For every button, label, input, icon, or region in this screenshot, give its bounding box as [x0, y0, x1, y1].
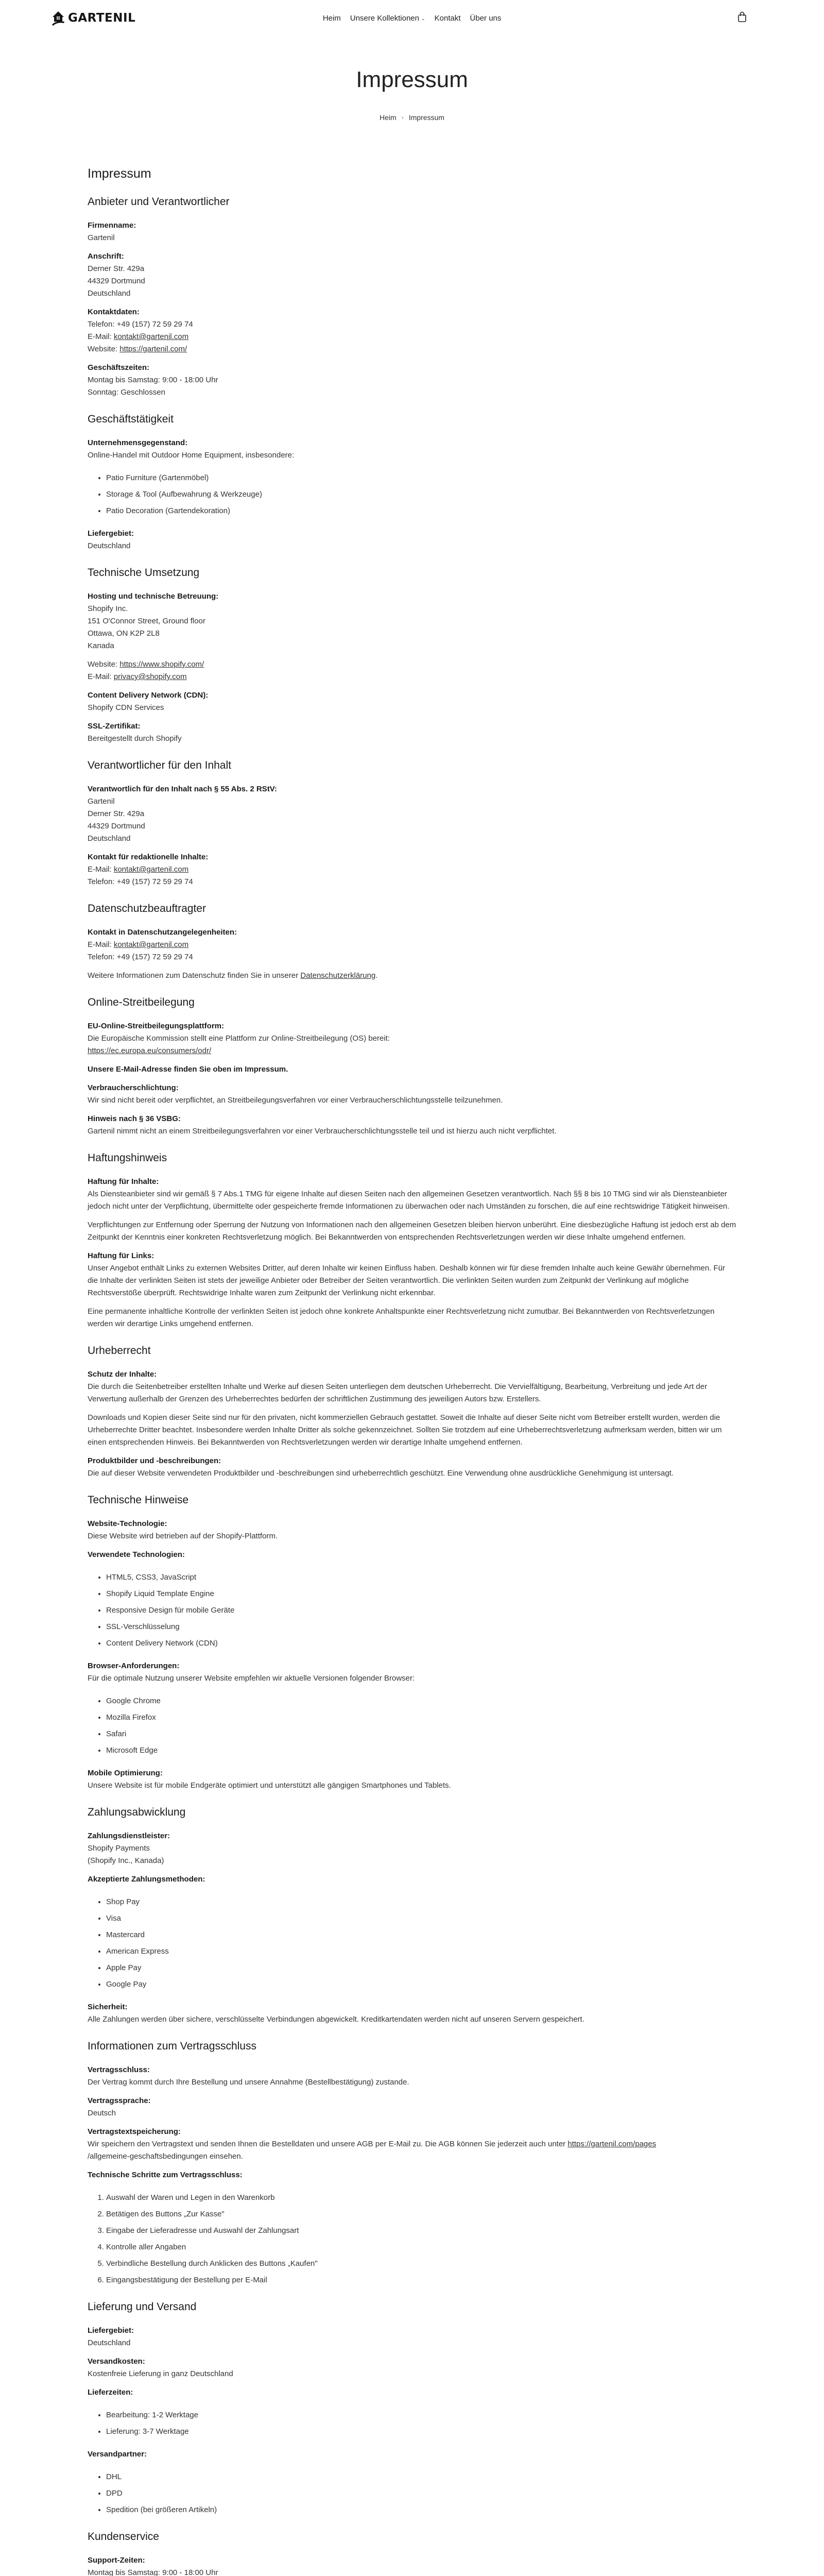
list-item: 3. Eingabe der Lieferadresse und Auswahl der Zahlungsart: [106, 2225, 736, 2237]
haftung-links-block: [88, 1250, 736, 1299]
nav-label: Kontakt: [434, 13, 461, 23]
chevron-down-icon: ⌄: [421, 15, 425, 21]
paragraph: Die auf dieser Website verwendeten Produktbilder und -beschreibungen sind urheberrechtlich geschützt. Eine Verwendung ohne ausdrückliche Genehmigung ist untersagt.: [88, 1469, 674, 1478]
field-label: Unternehmensgegenstand:: [88, 438, 188, 447]
list-item: • Bearbeitung: 1-2 Werktage: [106, 2409, 736, 2421]
text: /allgemeine-geschaftsbedingungen einsehen.: [88, 2152, 243, 2161]
field-label: Mobile Optimierung:: [88, 1769, 163, 1777]
list-item: • Shopify Liquid Template Engine: [106, 1588, 736, 1600]
odr-link[interactable]: https://ec.europa.eu/consumers/odr/: [88, 1046, 212, 1055]
field-label: Lieferzeiten:: [88, 2388, 133, 2397]
list-item: • SSL-Verschlüsselung: [106, 1621, 736, 1633]
paragraph: Verpflichtungen zur Entfernung oder Sperrung der Nutzung von Informationen nach den allgemeinen Gesetzen bleiben hiervon unberührt. Eine diesbezügliche Haftung ist jedoch erst ab dem Zeitpunkt der Kenntnis einer konkreten Rechtsverletzung möglich. Bei Bekanntwerden von entsprechenden Rechtsverletzungen werden wir diese Inhalte umgehend entfernen.: [88, 1221, 736, 1242]
section-heading-lieferung: Lieferung und Versand: [88, 2301, 197, 2313]
shopify-website-link[interactable]: https://www.shopify.com/: [119, 660, 204, 669]
cdn-block: [88, 689, 736, 714]
verantwortlich-block: [88, 783, 736, 845]
field-value: Shopify CDN Services: [88, 703, 164, 712]
content-title: Impressum: [88, 166, 151, 181]
field-label: Liefergebiet:: [88, 529, 134, 538]
gegenstand-block: [88, 437, 736, 462]
field-value: Wir sind nicht bereit oder verpflichtet, an Streitbeilegungsverfahren vor einer Verbraucherschlichtungsstelle teilzunehmen.: [88, 1096, 503, 1105]
tech-list: [106, 1571, 736, 1650]
field-value: Deutschland: [88, 541, 131, 550]
geschaeftszeiten-block: [88, 362, 736, 399]
section-heading-haftung: Haftungshinweis: [88, 1152, 167, 1164]
kontakt-block: [88, 306, 736, 355]
hosting-contact-block: [88, 658, 736, 683]
methods-label: [88, 1873, 736, 1886]
agb-link[interactable]: https://gartenil.com/pages: [568, 2140, 656, 2148]
site-header: [0, 0, 824, 36]
address-line: 151 O'Connor Street, Ground floor: [88, 617, 205, 625]
chevron-right-icon: ›: [401, 114, 404, 121]
section-heading-taetigkeit: Geschäftstätigkeit: [88, 413, 174, 425]
list-item: • American Express: [106, 1945, 736, 1958]
shopping-bag-icon: [737, 11, 747, 23]
field-value: Die Europäische Kommission stellt eine Plattform zur Online-Streitbeilegung (OS) bereit:: [88, 1034, 390, 1043]
cart-button[interactable]: [737, 11, 747, 25]
phone-text: Telefon: +49 (157) 72 59 29 74: [88, 320, 193, 329]
field-value: Der Vertrag kommt durch Ihre Bestellung und unsere Annahme (Bestellbestätigung) zustande.: [88, 2078, 409, 2087]
category-list: [106, 472, 736, 517]
section-heading-anbieter: Anbieter und Verantwortlicher: [88, 196, 230, 208]
field-label: Verantwortlich für den Inhalt nach § 55 Abs. 2 RStV:: [88, 785, 277, 793]
list-item: • Microsoft Edge: [106, 1744, 736, 1757]
text: .: [375, 971, 378, 980]
eu-odr-block: [88, 1020, 736, 1057]
paragraph: Eine permanente inhaltliche Kontrolle der verlinkten Seiten ist jedoch ohne konkrete Anhaltspunkte einer Rechtsverletzung nicht zumutbar. Bei Bekanntwerden von Rechtsverletzungen werden wir derartige Links umgehend entfernen.: [88, 1307, 715, 1328]
field-label: Sicherheit:: [88, 2003, 128, 2011]
section-heading-urheber: Urheberrecht: [88, 1345, 151, 1357]
field-label: EU-Online-Streitbeilegungsplattform:: [88, 1022, 225, 1030]
list-item: • DHL: [106, 2471, 736, 2483]
list-item: • Lieferung: 3-7 Werktage: [106, 2426, 736, 2438]
contract-steps-list: [106, 2192, 736, 2286]
field-label: SSL-Zertifikat:: [88, 722, 141, 731]
lieferzeiten-label: [88, 2386, 736, 2399]
speicher-block: [88, 2126, 736, 2163]
section-heading-hinweise: Technische Hinweise: [88, 1494, 189, 1506]
list-item: • Spedition (bei größeren Artikeln): [106, 2504, 736, 2516]
text: Weitere Informationen zum Datenschutz finden Sie in unserer: [88, 971, 301, 980]
list-item: • Responsive Design für mobile Geräte: [106, 1604, 736, 1617]
logo-text: GARTENIL: [68, 11, 136, 25]
datenschutz-link[interactable]: Datenschutzerklärung: [300, 971, 376, 980]
list-item: • Patio Furniture (Gartenmöbel): [106, 472, 736, 484]
paragraph: Unser Angebot enthält Links zu externen Websites Dritter, auf deren Inhalte wir keinen Einfluss haben. Deshalb können wir für diese fremden Inhalte auch keine Gewähr übernehmen. Für die Inhalte der verlinkten Seiten ist stets der jeweilige Anbieter oder Betreiber der Seiten verantwortlich. Die verlinkten Seiten wurden zum Zeitpunkt der Verlinkung auf mögliche Rechtsverstöße überprüft. Rechtswidrige Inhalte waren zum Zeitpunkt der Verlinkung nicht erkennbar.: [88, 1264, 725, 1297]
support-block: [88, 2554, 736, 2576]
datenschutz-more: [88, 970, 736, 982]
section-heading-inhalt: Verantwortlicher für den Inhalt: [88, 759, 231, 771]
email-link[interactable]: kontakt@gartenil.com: [113, 865, 189, 874]
gebiet-block: [88, 2325, 736, 2349]
section-heading-zahlung: Zahlungsabwicklung: [88, 1806, 186, 1818]
address-line: Shopify Inc.: [88, 604, 128, 613]
datenschutz-block: [88, 926, 736, 963]
field-value: (Shopify Inc., Kanada): [88, 1856, 164, 1865]
list-item: 4. Kontrolle aller Angaben: [106, 2241, 736, 2253]
field-value: Gartenil nimmt nicht an einem Streitbeilegungsverfahren vor einer Verbraucherschlichtungsstelle teil und ist hierzu auch nicht verpflichtet.: [88, 1127, 557, 1136]
nav-label: Über uns: [470, 13, 502, 23]
payment-methods-list: [106, 1896, 736, 1991]
paragraph: Die durch die Seitenbetreiber erstellten Inhalte und Werke auf diesen Seiten unterliegen dem deutschen Urheberrecht. Die Vervielfältigung, Bearbeitung, Verbreitung und jede Art der Verwertung außerhalb der Grenzen des Urheberrechtes bedürfen der schriftlichen Zustimmung des jeweiligen Autors bzw. Erstellers.: [88, 1382, 707, 1403]
field-label: Versandkosten:: [88, 2357, 145, 2366]
field-label: Geschäftszeiten:: [88, 363, 150, 372]
house-logo-icon: [52, 10, 65, 26]
field-value: Bereitgestellt durch Shopify: [88, 734, 182, 743]
field-label: Vertragssprache:: [88, 2096, 151, 2105]
field-value: Alle Zahlungen werden über sichere, verschlüsselte Verbindungen abgewickelt. Kreditkartendaten werden nicht auf unseren Servern gespeichert.: [88, 2015, 585, 2024]
haftung-inhalte-block: [88, 1176, 736, 1213]
list-item: • Storage & Tool (Aufbewahrung & Werkzeuge): [106, 488, 736, 501]
address-line: Deutschland: [88, 289, 131, 298]
list-item: 6. Eingangsbestätigung der Bestellung per E-Mail: [106, 2274, 736, 2286]
address-line: 44329 Dortmund: [88, 277, 145, 285]
steps-label: [88, 2169, 736, 2181]
address-line: Gartenil: [88, 797, 115, 806]
field-label: Vertragstextspeicherung:: [88, 2127, 181, 2136]
phone-text: Telefon: +49 (157) 72 59 29 74: [88, 877, 193, 886]
field-label: Hosting und technische Betreuung:: [88, 592, 219, 601]
field-label: Support-Zeiten:: [88, 2556, 145, 2565]
tech-block: [88, 1518, 736, 1543]
field-value: Deutsch: [88, 2109, 116, 2117]
email-prefix: E-Mail:: [88, 672, 114, 681]
field-label: Content Delivery Network (CDN):: [88, 691, 209, 700]
field-label: Website-Technologie:: [88, 1519, 167, 1528]
section-heading-vertrag: Informationen zum Vertragsschluss: [88, 2040, 256, 2052]
text: Wir speichern den Vertragstext und senden Ihnen die Bestelldaten und unsere AGB per E-Mail zu. Die AGB können Sie jederzeit auch unter: [88, 2140, 568, 2148]
field-label: Firmenname:: [88, 221, 136, 230]
field-label: Kontaktdaten:: [88, 308, 140, 316]
list-item: • Mastercard: [106, 1929, 736, 1941]
nav-item-kollektionen[interactable]: [350, 14, 425, 23]
field-label: Anschrift:: [88, 252, 124, 261]
used-tech-label: [88, 1549, 736, 1561]
address-line: 44329 Dortmund: [88, 822, 145, 831]
website-prefix: Website:: [88, 660, 120, 669]
list-item: • Shop Pay: [106, 1896, 736, 1908]
breadcrumb: [0, 113, 824, 122]
browser-block: [88, 1660, 736, 1685]
partner-label: [88, 2448, 736, 2461]
list-item: 1. Auswahl der Waren und Legen in den Warenkorb: [106, 2192, 736, 2204]
list-item: • Patio Decoration (Gartendekoration): [106, 505, 736, 517]
list-item: • Visa: [106, 1912, 736, 1925]
kosten-block: [88, 2355, 736, 2380]
bilder-block: [88, 1455, 736, 1480]
email-link[interactable]: kontakt@gartenil.com: [113, 940, 189, 949]
email-prefix: E-Mail:: [88, 940, 114, 949]
address-line: Derner Str. 429a: [88, 264, 145, 273]
list-item: • Apple Pay: [106, 1962, 736, 1974]
field-label: Liefergebiet:: [88, 2326, 134, 2335]
field-label: Vertragsschluss:: [88, 2065, 150, 2074]
schluss-block: [88, 2064, 736, 2089]
list-item: • DPD: [106, 2487, 736, 2500]
sprache-block: [88, 2095, 736, 2120]
hosting-block: [88, 590, 736, 652]
firmenname-block: [88, 219, 736, 244]
field-value: Deutschland: [88, 2338, 131, 2347]
list-item: 2. Betätigen des Buttons „Zur Kasse": [106, 2208, 736, 2221]
delivery-times-list: [106, 2409, 736, 2438]
address-line: Ottawa, ON K2P 2L8: [88, 629, 160, 638]
nav-label: Unsere Kollektionen: [350, 13, 419, 23]
field-label: Haftung für Inhalte:: [88, 1177, 159, 1186]
address-line: Derner Str. 429a: [88, 809, 145, 818]
website-prefix: Website:: [88, 345, 120, 353]
verbraucherschlichtung-block: [88, 1082, 736, 1107]
field-label: Kontakt für redaktionelle Inhalte:: [88, 853, 209, 861]
hours-line: Montag bis Samstag: 9:00 - 18:00 Uhr: [88, 2568, 218, 2576]
section-heading-service: Kundenservice: [88, 2531, 159, 2543]
section-heading-technik: Technische Umsetzung: [88, 567, 200, 579]
field-value: Für die optimale Nutzung unserer Website empfehlen wir aktuelle Versionen folgender Browser:: [88, 1674, 415, 1683]
breadcrumb-home[interactable]: Heim: [380, 113, 397, 122]
field-value: Online-Handel mit Outdoor Home Equipment, insbesondere:: [88, 451, 295, 460]
email-link[interactable]: kontakt@gartenil.com: [113, 332, 189, 341]
field-label: Schutz der Inhalte:: [88, 1370, 157, 1379]
address-line: Deutschland: [88, 834, 131, 843]
schutz-block: [88, 1368, 736, 1405]
section-heading-datenschutz: Datenschutzbeauftragter: [88, 903, 206, 914]
nav-label: Heim: [322, 13, 341, 23]
email-prefix: E-Mail:: [88, 865, 114, 874]
field-label: Verbraucherschlichtung:: [88, 1083, 179, 1092]
logo[interactable]: [52, 10, 135, 26]
page-title: Impressum: [356, 67, 468, 92]
phone-text: Telefon: +49 (157) 72 59 29 74: [88, 953, 193, 961]
bold-note: Unsere E-Mail-Adresse finden Sie oben im Impressum.: [88, 1065, 288, 1074]
field-value: Unsere Website ist für mobile Endgeräte optimiert und unterstützt alle gängigen Smartphones und Tablets.: [88, 1781, 451, 1790]
ssl-block: [88, 720, 736, 745]
section-heading-streit: Online-Streitbeilegung: [88, 996, 195, 1008]
list-item: 5. Verbindliche Bestellung durch Anklicken des Buttons „Kaufen": [106, 2258, 736, 2270]
email-note: [88, 1063, 736, 1076]
field-label: Browser-Anforderungen:: [88, 1662, 180, 1670]
paragraph: Als Diensteanbieter sind wir gemäß § 7 Abs.1 TMG für eigene Inhalte auf diesen Seiten nach den allgemeinen Gesetzen verantwortlich. Nach §§ 8 bis 10 TMG sind wir als Diensteanbieter jedoch nicht unter der Verpflichtung, übermittelte oder gespeicherte fremde Informationen zu überwachen oder nach Umständen zu forschen, die auf eine rechtswidrige Tätigkeit hinweisen.: [88, 1190, 730, 1211]
field-label: Kontakt in Datenschutzangelegenheiten:: [88, 928, 237, 937]
list-item: • Safari: [106, 1728, 736, 1740]
provider-block: [88, 1830, 736, 1867]
anschrift-block: [88, 250, 736, 300]
field-label: Hinweis nach § 36 VSBG:: [88, 1114, 181, 1123]
field-label: Akzeptierte Zahlungsmethoden:: [88, 1875, 205, 1884]
field-value: Kostenfreie Lieferung in ganz Deutschland: [88, 2369, 233, 2378]
hours-line: Montag bis Samstag: 9:00 - 18:00 Uhr: [88, 376, 218, 384]
mobile-block: [88, 1767, 736, 1792]
nav-item-ueber-uns[interactable]: [470, 14, 501, 23]
nav-item-kontakt[interactable]: [435, 14, 461, 23]
paragraph: Downloads und Kopien dieser Seite sind nur für den privaten, nicht kommerziellen Gebrauch gestattet. Soweit die Inhalte auf dieser Seite nicht vom Betreiber erstellt wurden, werden die Urheberrechte Dritter beachtet. Insbesondere werden Inhalte Dritter als solche gekennzeichnet. Sollten Sie trotzdem auf eine Urheberrechtsverletzung aufmerksam werden, bitten wir um einen entsprechenden Hinweis. Bei Bekanntwerden von Rechtsverletzungen werden wir derartige Inhalte umgehend entfernen.: [88, 1413, 722, 1447]
field-label: Zahlungsdienstleister:: [88, 1832, 170, 1840]
field-value: Diese Website wird betrieben auf der Shopify-Plattform.: [88, 1532, 278, 1540]
list-item: • Content Delivery Network (CDN): [106, 1637, 736, 1650]
page-title-section: [0, 36, 824, 122]
address-line: Kanada: [88, 641, 114, 650]
field-label: Haftung für Links:: [88, 1251, 154, 1260]
security-block: [88, 2001, 736, 2026]
vsbg-block: [88, 1113, 736, 1138]
shopify-email-link[interactable]: privacy@shopify.com: [113, 672, 187, 681]
field-label: Technische Schritte zum Vertragsschluss:: [88, 2171, 243, 2179]
browser-list: [106, 1695, 736, 1757]
field-label: Verwendete Technologien:: [88, 1550, 185, 1559]
field-label: Versandpartner:: [88, 2450, 147, 2459]
list-item: • Google Pay: [106, 1978, 736, 1991]
hours-line: Sonntag: Geschlossen: [88, 388, 165, 397]
field-value: Gartenil: [88, 233, 115, 242]
redaktion-block: [88, 851, 736, 888]
email-prefix: E-Mail:: [88, 332, 114, 341]
breadcrumb-current: Impressum: [408, 113, 444, 122]
list-item: • Mozilla Firefox: [106, 1711, 736, 1724]
impressum-content: [82, 166, 742, 2576]
website-link[interactable]: https://gartenil.com/: [119, 345, 187, 353]
shipping-partner-list: [106, 2471, 736, 2516]
nav-item-heim[interactable]: [323, 14, 341, 23]
field-value: Shopify Payments: [88, 1844, 150, 1853]
list-item: • Google Chrome: [106, 1695, 736, 1707]
main-nav: [323, 14, 502, 23]
liefergebiet-block: [88, 528, 736, 552]
list-item: • HTML5, CSS3, JavaScript: [106, 1571, 736, 1584]
field-label: Produktbilder und -beschreibungen:: [88, 1456, 221, 1465]
